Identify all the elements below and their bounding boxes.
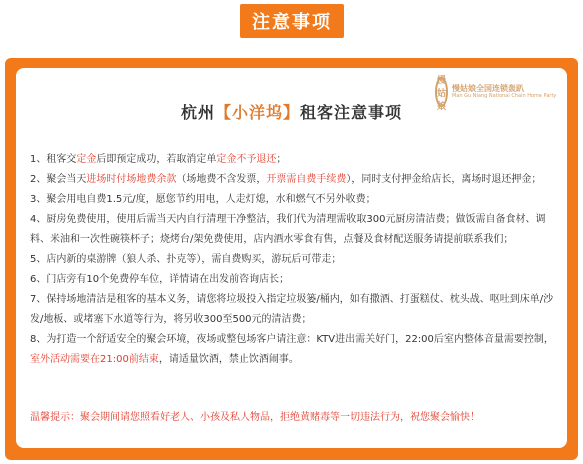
title-bracket-right: 】: [283, 103, 301, 122]
rule-text: 2、聚会当天: [30, 174, 87, 185]
rule-text: 1、租客交: [30, 154, 77, 165]
rule-text: 7、保持场地清洁是租客的基本义务，请您将垃圾投入指定垃圾篓/桶内，如有撒酒、打蛋糕仗、枕头战、呕吐到床单/沙发/地板、或堵塞下水道等行为，将另收300至500元的清洁费；: [30, 294, 554, 325]
rules-list: [30, 150, 560, 370]
rule-item: [30, 270, 560, 290]
rule-item: [30, 330, 560, 370]
rule-text: 3、聚会用电自费1.5元/度，愿您节约用电，人走灯熄，水和燃气不另外收费；: [30, 194, 376, 205]
rule-highlight: 定金: [76, 154, 97, 165]
rule-item: [30, 150, 560, 170]
title-name: 小洋坞: [231, 103, 283, 122]
rule-text: 8、为打造一个舒适安全的聚会环境，夜场或整包场客户请注意：KTV进出需关好门，22:00后室内整体音量需要控制，: [30, 334, 554, 345]
rule-text: （场地费不含发票，: [176, 174, 267, 185]
warm-tip: 温馨提示：聚会期间请您照看好老人、小孩及私人物品，拒绝黄赌毒等一切违法行为，祝您聚会愉快！: [30, 412, 480, 423]
logo-icon: 慢姑娘: [437, 75, 447, 112]
rule-highlight: 进场时付场地费余款: [86, 174, 177, 185]
rule-item: [30, 290, 560, 330]
rule-highlight: 定金不予退还: [216, 154, 277, 165]
title-bracket-left: 【: [214, 103, 232, 122]
page-title: [16, 100, 567, 123]
rule-item: [30, 250, 560, 270]
rule-item: [30, 190, 560, 210]
rule-highlight: 开票需自费手续费: [266, 174, 347, 185]
rule-text: 5、店内新的桌游牌（狼人杀、扑克等），需自费购买，游玩后可带走；: [30, 254, 342, 265]
rule-text: 4、厨房免费使用，使用后需当天内自行清理干净整洁，我们代为清理需收取300元厨房清洁费；做饭需自备食材、调料、米油和一次性碗筷杯子；烧烤台/架免费使用，店内酒水零食有售，点餐及食材配送服务请提前联系我们；: [30, 214, 546, 245]
rule-text: ），同时支付押金给店长，离场时退还押金；: [346, 174, 542, 185]
rule-text: 后即预定成功，若取消定单: [96, 154, 217, 165]
logo-text: [452, 85, 556, 99]
logo-name-en: Man Gu Niang National Chain Home Party: [452, 92, 557, 99]
logo-name-cn: 慢姑娘全国连锁轰趴: [452, 84, 525, 94]
rule-text: ，请适量饮酒，禁止饮酒闹事。: [158, 354, 299, 365]
rule-item: [30, 170, 560, 190]
rule-text: ；: [276, 154, 287, 165]
rule-highlight: 室外活动需要在21:00前结束: [30, 354, 159, 365]
notice-header-tab: 注意事项: [240, 4, 344, 38]
title-suffix: 租客注意事项: [300, 103, 403, 122]
title-prefix: 杭州: [180, 103, 215, 122]
rule-text: 6、门店旁有10个免费停车位，详情请在出发前咨询店长；: [30, 274, 290, 285]
rule-item: [30, 210, 560, 250]
notice-card: [16, 68, 567, 448]
